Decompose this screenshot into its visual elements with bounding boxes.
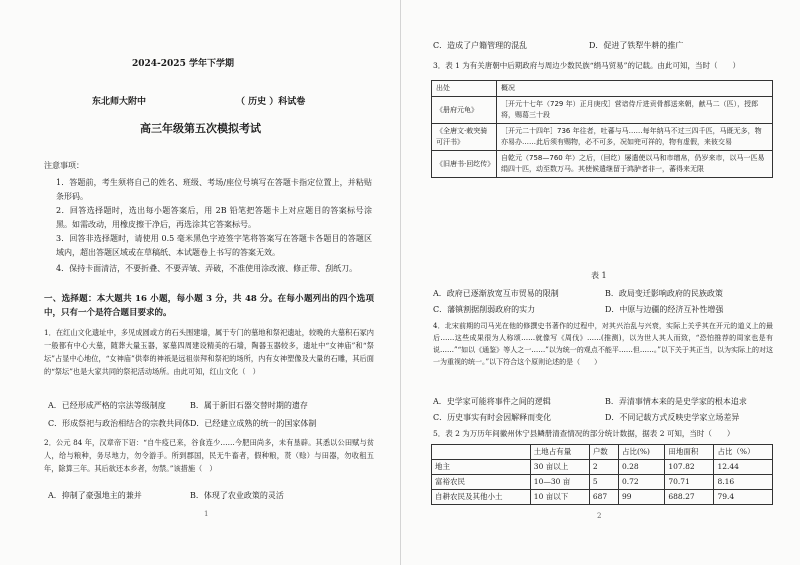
q4-option-b[interactable]: B．弄清事情本来的是史学家的根本追求 (605, 397, 747, 406)
question-2-stem: 2．公元 84 年，汉章帝下诏：“自牛疫已来，谷食连少……今肥田尚多，未有垦辟。其悉以公田赋与贫人，给与粮种，务尽地力，勿令游手。所到郡国，民无牛畜者，假种粮，贳（赊）与田器，勿收租五年，除算三年。其后欲还本乡者，勿禁。”该措施（ ） (44, 438, 374, 473)
table-cell: 70.71 (665, 475, 714, 490)
school-name: 东北师大附中 (92, 97, 147, 107)
summary-cell: 自乾元（758—760 年）之后，（回纥）屡遣使以马和市缯帛，仍岁来市，以马一匹易绢四十匹，动至数万马。其使候遣继留于鸿胪者非一，蕃得来无限 (497, 151, 773, 178)
summary-cell: ［开元十七年（729 年）正月庚戌］营谙侍斤进贡骨都送来朝，献马二（匹），授郎将，赐葛三十段 (497, 97, 773, 124)
q4-option-c[interactable]: C．历史事实有时会因解释而变化 (433, 413, 552, 422)
table-cell: 自耕农民及其他小土 (432, 490, 531, 505)
header-cell: 出处 (432, 81, 497, 97)
table-row (432, 97, 773, 124)
question-3-stem: 3．表 1 为有关唐朝中后期政府与周边少数民族“绢马贸易”的记载。由此可知，当时（ ） (433, 61, 740, 70)
table-row (432, 151, 773, 178)
table-cell: 5 (589, 475, 618, 490)
q3-option-b[interactable]: B．政局变迁影响政府的民族政策 (605, 289, 723, 298)
table-cell: 99 (618, 490, 664, 505)
q2-option-c[interactable]: C．造成了户籍管理的混乱 (433, 41, 528, 50)
table-cell: 富裕农民 (432, 475, 531, 490)
q2-option-a[interactable]: A．抑制了豪强地主的兼并 (48, 491, 142, 500)
q4-option-a[interactable]: A．史学家可能将事件之间的逻辑 (433, 397, 551, 406)
note-item: 4．保持卡面清洁，不要折叠、不要弄皱、弄破，不准使用涂改液、修正带、刮纸刀。 (56, 264, 358, 273)
exam-page-2 (400, 0, 800, 565)
table-row (432, 460, 773, 475)
q3-option-c[interactable]: C．藩镇割据削弱政府的实力 (433, 305, 536, 314)
table-cell: 30 亩以上 (530, 460, 589, 475)
table-cell: 0.72 (618, 475, 664, 490)
q4-option-d[interactable]: D．不同记载方式反映史学家立场差异 (605, 413, 740, 422)
question-4-stem: 4．北宋前期的司马光在他的修撰史书著作的过程中，对其兴治乱与兴衰，实际上关乎其在开元的道义上的最后……这些成果很为人称颂……就像写《周伐》……(推测)，以为世人其人而致，“恐怕推荐的周家也是有说……”“如以《通鉴》等人之一……”以为统一的观点不能平……但……。”以下关于其正当，以为实际上的对这一为重视的统一。”以下符合这个原则论述的是（ ） (433, 322, 773, 366)
history-record-table (431, 80, 773, 178)
header-cell: 占比(%) (618, 445, 664, 460)
table-cell: 地主 (432, 460, 531, 475)
table-header-row (432, 81, 773, 97)
table-header-row (432, 445, 773, 460)
table-cell: 12.44 (714, 460, 773, 475)
table-row (432, 490, 773, 505)
q2-option-b[interactable]: B．体现了农业政策的灵活 (190, 491, 284, 500)
header-cell: 概况 (497, 81, 773, 97)
subject-label: （ 历史 ）科试卷 (236, 97, 306, 107)
table-caption: 表 1 (591, 271, 607, 280)
table-cell: 2 (589, 460, 618, 475)
table-cell: 79.4 (714, 490, 773, 505)
table-row (432, 124, 773, 151)
note-item: 1．答题前，考生须将自己的姓名、班级、考场/座位号填写在答题卡指定位置上，并粘贴条形码。 (56, 178, 372, 201)
header-cell: 占比（%） (714, 445, 773, 460)
table-cell: 107.82 (665, 460, 714, 475)
q1-option-c[interactable]: C．形成祭祀与政治相结合的宗教共同体 (48, 419, 191, 428)
section-title: 一、选择题：本大题共 16 小题，每小题 3 分，共 48 分。在每小题列出的四个选项中，只有一个是符合题目要求的。 (44, 294, 374, 318)
header-cell: 田地面积 (665, 445, 714, 460)
table-cell: 687 (589, 490, 618, 505)
table-cell: 0.28 (618, 460, 664, 475)
exam-title: 高三年级第五次模拟考试 (140, 122, 261, 135)
question-5-stem: 5．表 2 为万历年间徽州休宁县鳞册清查情况的部分统计数据，据表 2 可知，当时（ ） (433, 429, 735, 438)
table-cell: 8.16 (714, 475, 773, 490)
question-1-stem: 1．在红山文化遗址中，多见成圆或方的石头围建墙，属于专门的墓地和祭祀遗址，较晚的大墓积石冢内一般都有中心大墓，随葬大量玉器，冢墓四周建设精美的石墙，陶器玉器较多，遗址中“女神庙”和“祭坛”占显中心地位，“女神庙”供奉的神祇是远祖崇拜和祭祀的场所，内有女神塑像及大量的石雕，其后面的“祭坛”也是大家共同的祭祀活动场所。由此可知，红山文化（ ） (44, 328, 374, 376)
q2-option-d[interactable]: D．促进了铁犁牛耕的推广 (589, 41, 684, 50)
header-cell: 土地占有量 (530, 445, 589, 460)
q3-option-d[interactable]: D．中原与边疆的经济互补性增强 (605, 305, 724, 314)
source-cell: 《全唐文·敕突骑可汗书》 (432, 124, 497, 151)
table-cell: 10—30 亩 (530, 475, 589, 490)
year-term: 2024-2025 学年下学期 (132, 59, 234, 69)
page-number: 1 (204, 510, 209, 518)
page-number: 2 (597, 512, 602, 520)
q3-option-a[interactable]: A．政府已逐渐放宽互市贸易的限制 (433, 289, 559, 298)
note-item: 2．回答选择题时，选出每小题答案后，用 2B 铅笔把答题卡上对应题目的答案标号涂黑。如需改动，用橡皮擦干净后，再选涂其它答案标号。 (56, 206, 372, 229)
q1-option-a[interactable]: A．已经形成严格的宗法等级制度 (48, 401, 166, 410)
table-cell: 10 亩以下 (530, 490, 589, 505)
header-cell: 户数 (589, 445, 618, 460)
header-cell (432, 445, 531, 460)
q1-option-b[interactable]: B．属于新旧石器交替时期的遗存 (190, 401, 308, 410)
source-cell: 《旧唐书·回纥传》 (432, 151, 497, 178)
land-statistics-table (431, 444, 773, 505)
q1-option-d[interactable]: D．已经建立成熟的统一的国家体制 (190, 419, 317, 428)
table-cell: 688.27 (665, 490, 714, 505)
notes-heading: 注意事项： (44, 161, 84, 170)
table-row (432, 475, 773, 490)
note-item: 3．回答非选择题时，请使用 0.5 毫米黑色字迹签字笔将答案写在答题卡各题目的答题区域内，超出答题区域或在草稿纸、本试题卷上书写的答案无效。 (56, 234, 372, 257)
source-cell: 《册府元龟》 (432, 97, 497, 124)
summary-cell: ［开元二十四年］736 年往者，吐蕃与马……每年纳马不过三四千匹，马既无多，物亦易办……此后须有赐物，必不可多，况如兜可祥的，物有虚假，来彼交易 (497, 124, 773, 151)
